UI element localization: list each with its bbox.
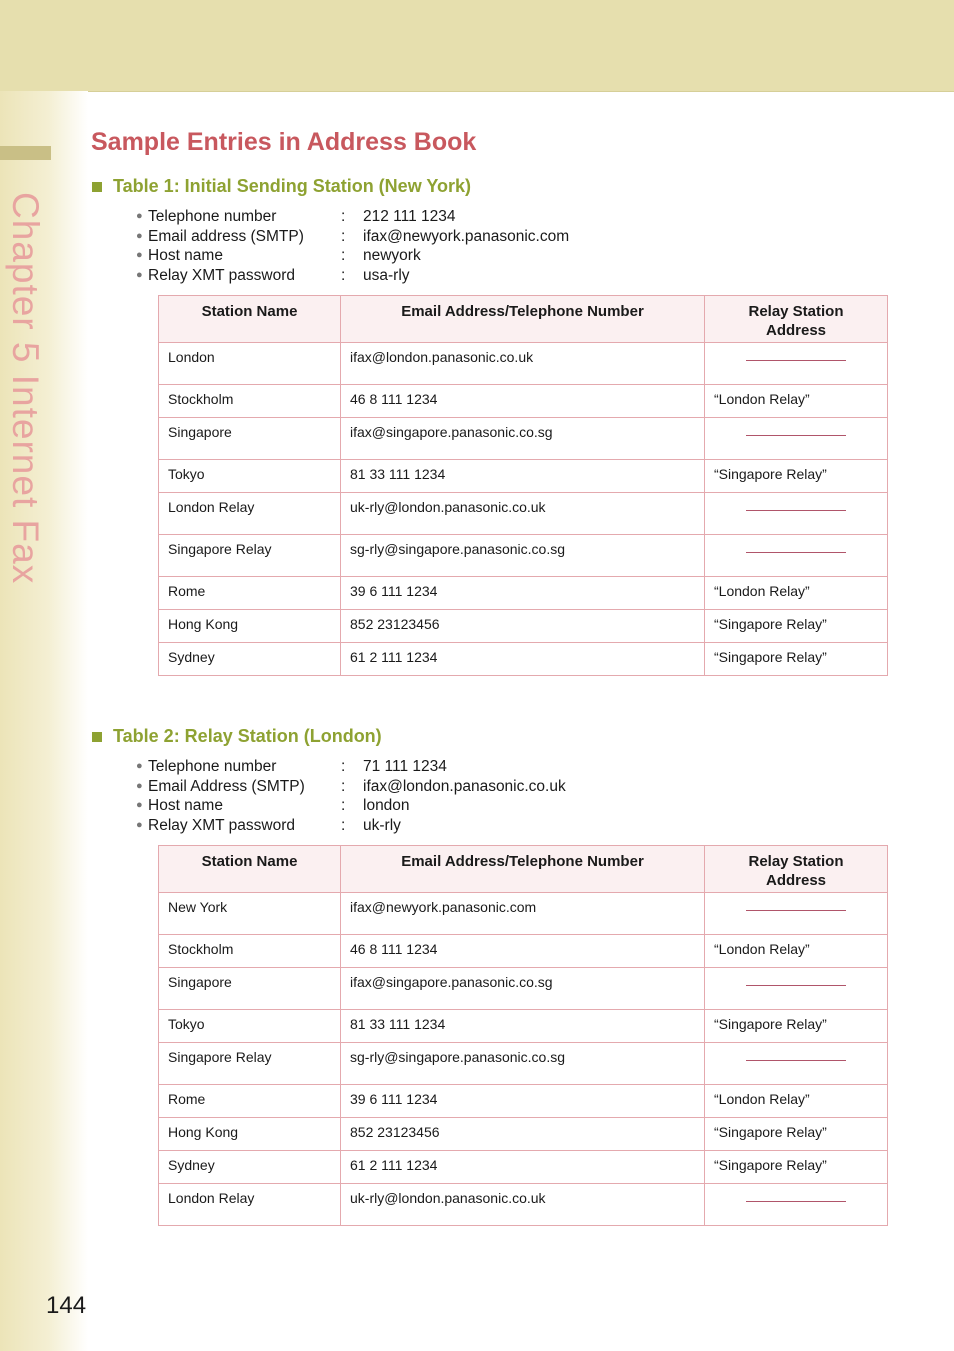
relay-address: “Singapore Relay” [705,610,888,643]
station-address: 39 6 111 1234 [341,1085,705,1118]
info-value: usa-rly [363,266,410,284]
station-name: Singapore Relay [159,535,341,577]
station-name: New York [159,893,341,935]
info-row: ● Host name : newyork [136,247,421,264]
relay-address: “London Relay” [705,385,888,418]
no-relay-line [746,1201,846,1202]
table-row [159,1085,888,1118]
station-name: Tokyo [159,1010,341,1043]
dot-bullet-icon: ● [136,818,143,831]
col-header-station-name: Station Name [159,846,341,893]
station-name: London Relay [159,1184,341,1226]
table-row [159,893,888,935]
station-name: Singapore [159,418,341,460]
table-row [159,643,888,676]
station-name: Stockholm [159,385,341,418]
station-name: Stockholm [159,935,341,968]
relay-address [705,418,888,460]
station-address: uk-rly@london.panasonic.co.uk [341,1184,705,1226]
station-name: Tokyo [159,460,341,493]
dot-bullet-icon: ● [136,210,143,222]
col-header-email-tel: Email Address/Telephone Number [341,846,705,893]
info-value: 212 111 1234 [363,208,456,225]
info-label: Email Address (SMTP) [148,777,305,795]
station-name: London Relay [159,493,341,535]
relay-address: “Singapore Relay” [705,1010,888,1043]
table-row [159,577,888,610]
relay-address: “Singapore Relay” [705,460,888,493]
relay-address [705,343,888,385]
table-row [159,385,888,418]
relay-address: “London Relay” [705,935,888,968]
relay-address [705,1184,888,1226]
station-name: Hong Kong [159,610,341,643]
table2-heading [92,726,382,747]
info-row: ● Relay XMT password : usa-rly [136,266,410,284]
table2-station-info [136,757,566,835]
table-row [159,343,888,385]
table-header-row [159,846,888,893]
dot-bullet-icon: ● [136,760,143,772]
relay-address: “Singapore Relay” [705,1118,888,1151]
info-label: Telephone number [148,758,277,775]
section-title: Sample Entries in Address Book [91,128,477,156]
info-value: london [363,797,410,814]
table-row [159,610,888,643]
square-bullet-icon [92,182,102,192]
station-address: 81 33 111 1234 [341,1010,705,1043]
dot-bullet-icon: ● [136,779,143,792]
no-relay-line [746,360,846,361]
station-name: Sydney [159,1151,341,1184]
info-label: Telephone number [148,208,277,225]
info-label: Email address (SMTP) [148,227,304,245]
table-row [159,935,888,968]
station-address: ifax@london.panasonic.co.uk [341,343,705,385]
info-label: Host name [148,247,223,264]
station-address: ifax@newyork.panasonic.com [341,893,705,935]
table1-station-info [136,207,569,285]
info-row: ● Email address (SMTP) : ifax@newyork.panasonic.com [136,227,570,245]
station-address: 39 6 111 1234 [341,577,705,610]
station-name: Rome [159,1085,341,1118]
dot-bullet-icon: ● [136,799,143,811]
relay-address [705,968,888,1010]
relay-address: “Singapore Relay” [705,1151,888,1184]
table-row [159,1043,888,1085]
info-row: ● Host name : london [136,797,410,814]
table-row [159,418,888,460]
dot-bullet-icon: ● [136,249,143,261]
info-row: ● Email Address (SMTP) : ifax@london.panasonic.co.uk [136,777,566,795]
station-address: sg-rly@singapore.panasonic.co.sg [341,535,705,577]
station-name: Singapore [159,968,341,1010]
table2-address-book [158,845,888,1226]
table-row [159,1118,888,1151]
table-row [159,1151,888,1184]
table-row [159,493,888,535]
info-value: ifax@newyork.panasonic.com [363,227,570,245]
station-address: 852 23123456 [341,610,705,643]
info-value: 71 111 1234 [363,758,447,775]
square-bullet-icon [92,732,102,742]
no-relay-line [746,910,846,911]
info-label: Relay XMT password [148,266,296,284]
table-row [159,1184,888,1226]
no-relay-line [746,1060,846,1061]
info-label: Host name [148,797,223,814]
info-row: ● Telephone number : 71 111 1234 [136,758,447,775]
dot-bullet-icon: ● [136,229,143,242]
table-row [159,460,888,493]
relay-address [705,493,888,535]
page-number: 144 [46,1292,87,1319]
info-value: uk-rly [363,816,401,834]
info-label: Relay XMT password [148,816,296,834]
table1-heading-text: Table 1: Initial Sending Station (New York) [113,176,472,196]
station-name: Rome [159,577,341,610]
col-header-relay-address: Relay Station Address [705,296,888,343]
table2-heading-text: Table 2: Relay Station (London) [113,726,382,746]
station-address: 81 33 111 1234 [341,460,705,493]
station-name: London [159,343,341,385]
station-address: sg-rly@singapore.panasonic.co.sg [341,1043,705,1085]
no-relay-line [746,985,846,986]
info-row: ● Telephone number : 212 111 1234 [136,208,456,225]
station-address: 46 8 111 1234 [341,385,705,418]
station-address: 61 2 111 1234 [341,643,705,676]
relay-address [705,893,888,935]
table-row [159,535,888,577]
table-row [159,968,888,1010]
header-band [0,0,954,92]
table1-heading [92,176,471,197]
no-relay-line [746,435,846,436]
chapter-tab-marker [0,146,51,160]
col-header-station-name: Station Name [159,296,341,343]
station-name: Sydney [159,643,341,676]
info-row: ● Relay XMT password : uk-rly [136,816,401,834]
station-address: uk-rly@london.panasonic.co.uk [341,493,705,535]
relay-address: “London Relay” [705,577,888,610]
station-address: 61 2 111 1234 [341,1151,705,1184]
no-relay-line [746,552,846,553]
info-value: ifax@london.panasonic.co.uk [363,777,566,795]
station-address: 46 8 111 1234 [341,935,705,968]
info-value: newyork [363,247,421,264]
relay-address: “Singapore Relay” [705,643,888,676]
relay-address [705,535,888,577]
dot-bullet-icon: ● [136,268,143,281]
station-name: Singapore Relay [159,1043,341,1085]
relay-address [705,1043,888,1085]
station-address: ifax@singapore.panasonic.co.sg [341,968,705,1010]
table1-address-book [158,295,888,676]
col-header-relay-address: Relay Station Address [705,846,888,893]
chapter-label: Chapter 5 Internet Fax [5,192,46,585]
no-relay-line [746,510,846,511]
station-address: 852 23123456 [341,1118,705,1151]
table-header-row [159,296,888,343]
relay-address: “London Relay” [705,1085,888,1118]
station-address: ifax@singapore.panasonic.co.sg [341,418,705,460]
col-header-email-tel: Email Address/Telephone Number [341,296,705,343]
table-row [159,1010,888,1043]
station-name: Hong Kong [159,1118,341,1151]
